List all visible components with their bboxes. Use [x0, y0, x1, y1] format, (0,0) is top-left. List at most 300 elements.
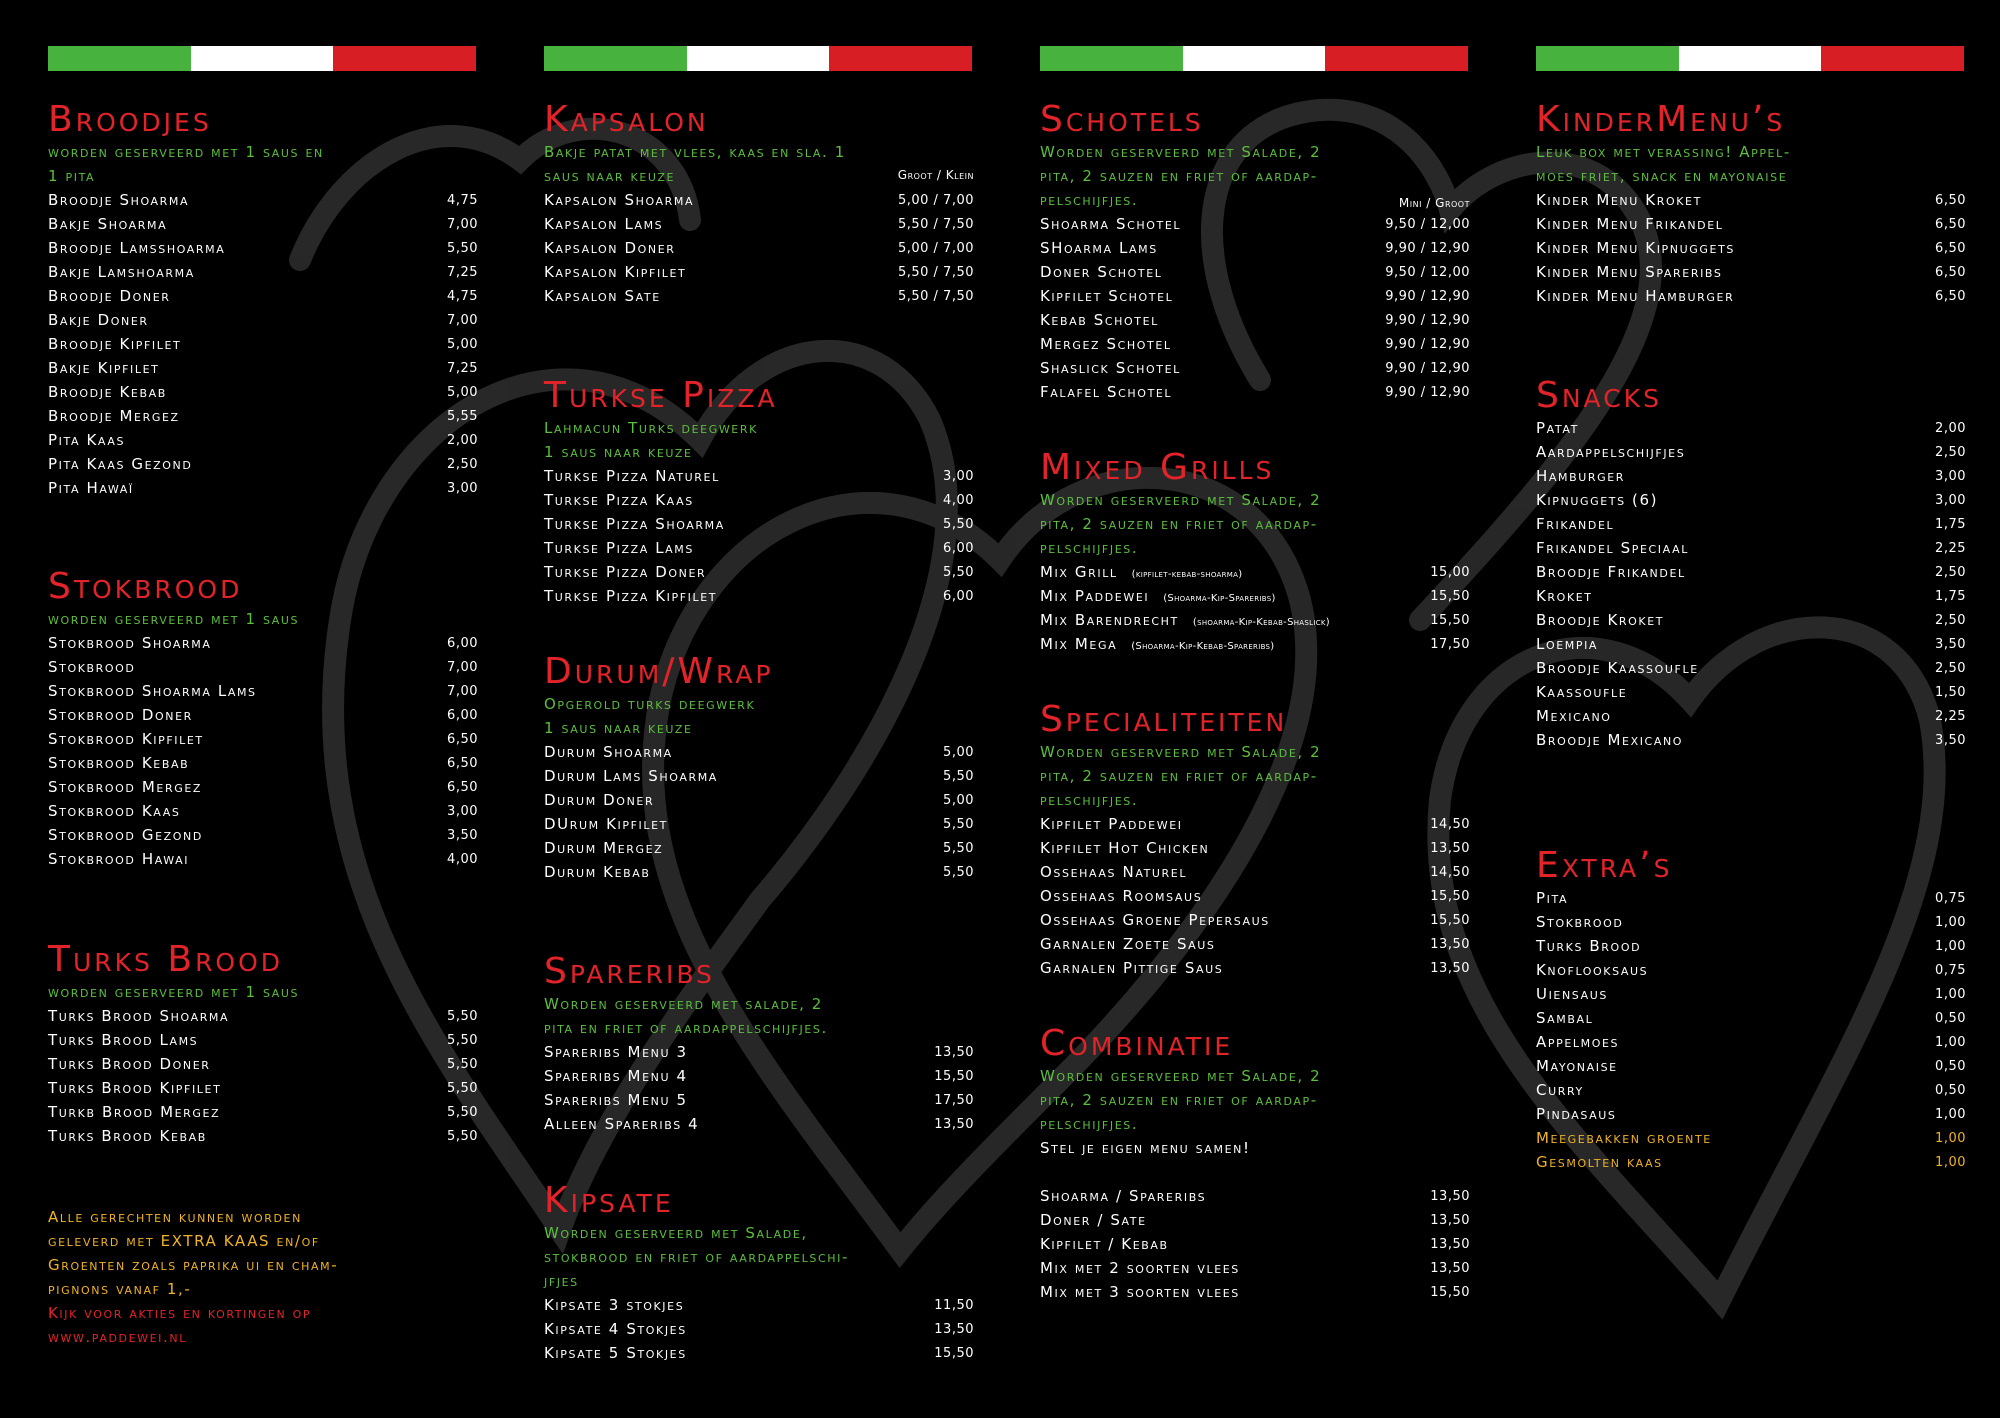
menu-item-price: 6,50: [447, 755, 478, 771]
menu-item: [1040, 908, 1470, 932]
menu-item-name: Turks Brood Kebab: [48, 1127, 207, 1145]
menu-item-price: 6,50: [1935, 216, 1966, 232]
menu-item-price: 1,00: [1935, 914, 1966, 930]
menu-item-left: [1536, 563, 1686, 581]
menu-item-name: Falafel Schotel: [1040, 383, 1173, 401]
menu-item-price: 5,50: [943, 864, 974, 880]
menu-item-price: 3,50: [1935, 636, 1966, 652]
menu-item-left: [1536, 683, 1627, 701]
menu-item-name: Durum Doner: [544, 791, 655, 809]
menu-item: [1536, 886, 1966, 910]
menu-item: [1040, 260, 1470, 284]
menu-item: [1040, 956, 1470, 980]
menu-item: [48, 1100, 478, 1124]
menu-item-left: [1040, 611, 1330, 629]
menu-item-list: [544, 740, 974, 884]
menu-item-name: Shoarma / Spareribs: [1040, 1187, 1207, 1205]
menu-item-price: 1,00: [1935, 986, 1966, 1002]
menu-item: [48, 404, 478, 428]
menu-item-name: Knoflooksaus: [1536, 961, 1649, 979]
menu-item-left: [544, 215, 663, 233]
menu-item: [1536, 440, 1966, 464]
section-note: Stel je eigen menu samen!: [1040, 1139, 1251, 1157]
menu-item-list: [1536, 416, 1966, 752]
size-header: Groot / Klein: [897, 168, 974, 182]
section-title: Turks Brood: [48, 939, 284, 980]
menu-item-left: [1536, 239, 1735, 257]
menu-item: [1536, 656, 1966, 680]
menu-item: [1040, 380, 1470, 404]
menu-item-price: 13,50: [934, 1321, 974, 1337]
menu-item-left: [48, 658, 136, 676]
menu-item-price: 17,50: [1430, 636, 1470, 652]
menu-item-price: 13,50: [934, 1116, 974, 1132]
section-broodjes: [48, 100, 478, 500]
menu-item-left: [544, 563, 706, 581]
menu-item-name: Alleen Spareribs 4: [544, 1115, 700, 1133]
menu-item-price: 1,50: [1935, 684, 1966, 700]
menu-item-left: [1536, 263, 1722, 281]
menu-item-left: [48, 1103, 220, 1121]
section-title: Turkse Pizza: [544, 375, 778, 416]
menu-item-left: [544, 1115, 699, 1133]
section-description: Lahmacun Turks deegwerk 1 saus naar keuze: [544, 419, 758, 461]
menu-item-name: Turkse Pizza Kaas: [544, 491, 694, 509]
menu-item-name: SHoarma Lams: [1040, 239, 1158, 257]
menu-item-price: 3,00: [447, 480, 478, 496]
menu-item-name: Appelmoes: [1536, 1033, 1620, 1051]
menu-item-price: 0,50: [1935, 1010, 1966, 1026]
section-kindermenus: [1536, 100, 1966, 308]
menu-item-price: 14,50: [1430, 816, 1470, 832]
menu-item-left: [1040, 959, 1223, 977]
menu-item-price: 9,90 / 12,90: [1385, 288, 1470, 304]
menu-item-price: 5,50: [447, 1104, 478, 1120]
menu-item-price: 3,50: [1935, 732, 1966, 748]
menu-item: [48, 428, 478, 452]
footer-text: geleverd met: [48, 1232, 161, 1250]
menu-item-left: [544, 263, 686, 281]
footer-website-link[interactable]: www.paddewei.nl: [48, 1328, 187, 1346]
menu-item-name: Kebab Schotel: [1040, 311, 1159, 329]
menu-item-left: [544, 287, 661, 305]
section-title: Kapsalon: [544, 99, 709, 140]
menu-item-price: 6,50: [1935, 240, 1966, 256]
menu-item: [544, 860, 974, 884]
menu-item-price: 15,50: [1430, 612, 1470, 628]
menu-item-price: 14,50: [1430, 864, 1470, 880]
menu-item-left: [1536, 491, 1658, 509]
menu-item: [544, 188, 974, 212]
section-title: Schotels: [1040, 99, 1204, 140]
menu-item: [544, 488, 974, 512]
menu-item-price: 13,50: [934, 1044, 974, 1060]
menu-item-left: [48, 1007, 229, 1025]
section-description: Bakje patat met vlees, kaas en sla. 1 saus naar keuze: [544, 143, 846, 185]
menu-item-name: Mergez Schotel: [1040, 335, 1172, 353]
menu-item-left: [544, 1344, 687, 1362]
menu-item-list: [544, 464, 974, 608]
menu-item-left: [1040, 815, 1183, 833]
menu-item-price: 7,25: [447, 360, 478, 376]
menu-item: [544, 260, 974, 284]
menu-item-name: Broodje Kebab: [48, 383, 167, 401]
menu-item-left: [1040, 359, 1181, 377]
menu-item-price: 3,00: [1935, 492, 1966, 508]
menu-item-price: 5,00: [943, 744, 974, 760]
menu-item-name: Stokbrood Kaas: [48, 802, 181, 820]
menu-item-note: (Shoarma-Kip-Kebab-Spareribs): [1131, 641, 1275, 652]
menu-item-list: [1536, 188, 1966, 308]
menu-item-name: Ossehaas Groene Pepersaus: [1040, 911, 1270, 929]
menu-item: [544, 584, 974, 608]
menu-item: [1040, 584, 1470, 608]
menu-item: [544, 236, 974, 260]
menu-item-name: Stokbrood Hawai: [48, 850, 190, 868]
section-title: Kipsate: [544, 1180, 674, 1221]
menu-item: [544, 536, 974, 560]
menu-item-left: [48, 634, 212, 652]
menu-item-name: Turkse Pizza Shoarma: [544, 515, 725, 533]
menu-item-list: [48, 631, 478, 871]
menu-item-name: Mix Barendrecht: [1040, 611, 1179, 629]
menu-item-name: Spareribs Menu 3: [544, 1043, 688, 1061]
menu-item-price: 5,50: [943, 564, 974, 580]
section-specialiteiten: [1040, 700, 1470, 980]
menu-item: [544, 1112, 974, 1136]
menu-item-name: Turks Brood Lams: [48, 1031, 199, 1049]
menu-item-left: [1040, 215, 1181, 233]
menu-item-list: [1536, 886, 1966, 1174]
menu-item-left: [544, 239, 676, 257]
menu-item-price: 3,00: [943, 468, 974, 484]
menu-item: [1040, 836, 1470, 860]
menu-item-price: 15,50: [1430, 588, 1470, 604]
menu-item-name: Garnalen Zoete Saus: [1040, 935, 1216, 953]
menu-item-price: 1,00: [1935, 1034, 1966, 1050]
menu-item-price: 1,75: [1935, 588, 1966, 604]
menu-item-name: Kapsalon Shoarma: [544, 191, 695, 209]
menu-item-left: [544, 1043, 688, 1061]
footer-line: Groenten zoals paprika ui en cham-: [48, 1256, 339, 1274]
menu-item-name: Doner / Sate: [1040, 1211, 1147, 1229]
menu-item-name: Broodje Mergez: [48, 407, 180, 425]
menu-item: [1040, 560, 1470, 584]
menu-item-left: [48, 215, 167, 233]
menu-item-price: 7,00: [447, 683, 478, 699]
menu-item-price: 6,50: [1935, 264, 1966, 280]
menu-item: [544, 464, 974, 488]
section-title: Broodjes: [48, 99, 212, 140]
menu-item-price: 4,00: [447, 851, 478, 867]
menu-item-price: 2,50: [1935, 564, 1966, 580]
section-description: Worden geserveerd met Salade, stokbrood en friet of aardappelschi- jfjes: [544, 1224, 850, 1290]
menu-item-left: [48, 359, 159, 377]
menu-item: [1536, 1126, 1966, 1150]
menu-item-list: [544, 188, 974, 308]
menu-item-left: [1040, 863, 1187, 881]
menu-item-name: Mexicano: [1536, 707, 1612, 725]
menu-item-price: 9,90 / 12,90: [1385, 384, 1470, 400]
menu-item-name: Shoarma Schotel: [1040, 215, 1182, 233]
menu-item-price: 5,00 / 7,00: [897, 192, 974, 208]
menu-item-name: Kipfilet Schotel: [1040, 287, 1174, 305]
menu-item-name: Kipfilet Paddewei: [1040, 815, 1183, 833]
menu-item-price: 15,50: [934, 1345, 974, 1361]
menu-item-left: [1040, 287, 1173, 305]
menu-item: [48, 212, 478, 236]
menu-item: [48, 799, 478, 823]
menu-item-name: Stokbrood Shoarma: [48, 634, 212, 652]
menu-item-name: Broodje Doner: [48, 287, 171, 305]
menu-item-name: Kapsalon Sate: [544, 287, 661, 305]
menu-item-name: Kapsalon Doner: [544, 239, 676, 257]
menu-item-list: [48, 1004, 478, 1148]
menu-item: [1536, 188, 1966, 212]
menu-item-price: 13,50: [1430, 840, 1470, 856]
footer-line: [48, 1229, 468, 1253]
menu-item-name: Aardappelschijfjes: [1536, 443, 1686, 461]
menu-item-price: 5,00 / 7,00: [897, 240, 974, 256]
menu-item-name: Kipnuggets (6): [1536, 491, 1659, 509]
menu-item-price: 5,50 / 7,50: [897, 216, 974, 232]
section-description: worden geserveerd met 1 saus: [48, 983, 300, 1001]
menu-item: [544, 1317, 974, 1341]
menu-item-name: Turkse Pizza Naturel: [544, 467, 720, 485]
menu-item: [1040, 860, 1470, 884]
menu-item-name: Broodje Kipfilet: [48, 335, 182, 353]
menu-item-name: Bakje Doner: [48, 311, 149, 329]
menu-item: [1040, 1280, 1470, 1304]
menu-item-left: [48, 191, 189, 209]
menu-item-list: [1040, 212, 1470, 404]
menu-item: [1536, 608, 1966, 632]
menu-item: [48, 380, 478, 404]
menu-item: [1040, 1184, 1470, 1208]
section-mixed-grills: [1040, 448, 1470, 656]
menu-item-name: Meegebakken groente: [1536, 1129, 1712, 1147]
menu-item-left: [1040, 311, 1159, 329]
menu-item-left: [1536, 419, 1579, 437]
menu-item-price: 6,00: [447, 707, 478, 723]
menu-item-price: 13,50: [1430, 1260, 1470, 1276]
section-title: Extra’s: [1536, 845, 1673, 886]
menu-item: [48, 1028, 478, 1052]
menu-item-price: 9,90 / 12,90: [1385, 336, 1470, 352]
menu-item-price: 5,50: [447, 1008, 478, 1024]
menu-item: [48, 1124, 478, 1148]
menu-item: [1536, 212, 1966, 236]
menu-item: [1040, 356, 1470, 380]
menu-item-price: 5,50: [943, 816, 974, 832]
menu-item-price: 13,50: [1430, 1236, 1470, 1252]
menu-item: [48, 260, 478, 284]
menu-item-left: [1536, 1009, 1593, 1027]
menu-item-name: Uiensaus: [1536, 985, 1608, 1003]
menu-item: [1040, 812, 1470, 836]
menu-item-price: 1,00: [1935, 1130, 1966, 1146]
menu-item-list: [48, 188, 478, 500]
menu-item: [48, 452, 478, 476]
menu-item-list: [1040, 560, 1470, 656]
section-stokbrood: [48, 567, 478, 871]
footer-line: pignons vanaf 1,-: [48, 1280, 192, 1298]
menu-item: [1536, 910, 1966, 934]
menu-item-price: 9,50 / 12,00: [1385, 216, 1470, 232]
menu-item-price: 3,00: [447, 803, 478, 819]
menu-item: [48, 1004, 478, 1028]
menu-item-price: 4,75: [447, 192, 478, 208]
menu-item: [1536, 488, 1966, 512]
menu-item-left: [1040, 1235, 1169, 1253]
menu-item-left: [48, 335, 181, 353]
footer-extra-kaas: EXTRA KAAS: [160, 1232, 271, 1250]
menu-item-price: 9,90 / 12,90: [1385, 360, 1470, 376]
menu-item-price: 1,00: [1935, 1154, 1966, 1170]
section-kapsalon: [544, 100, 974, 308]
menu-item: [1536, 1102, 1966, 1126]
menu-item-name: Kipsate 4 Stokjes: [544, 1320, 687, 1338]
menu-item-left: [1040, 839, 1209, 857]
menu-item-left: [48, 479, 134, 497]
menu-item-left: [544, 1067, 688, 1085]
menu-item: [544, 836, 974, 860]
menu-item: [1536, 1006, 1966, 1030]
menu-item-left: [1536, 1033, 1619, 1051]
menu-item-left: [1536, 443, 1685, 461]
menu-item: [1040, 212, 1470, 236]
menu-item-name: Pindasaus: [1536, 1105, 1617, 1123]
menu-item-name: Broodje Shoarma: [48, 191, 190, 209]
menu-item: [1040, 1256, 1470, 1280]
menu-item-name: Turkb Brood Mergez: [48, 1103, 221, 1121]
menu-item-price: 7,25: [447, 264, 478, 280]
section-title: KinderMenu’s: [1536, 99, 1786, 140]
menu-item-left: [1536, 191, 1702, 209]
menu-item-left: [48, 287, 171, 305]
menu-item: [1536, 958, 1966, 982]
menu-item-left: [1536, 1105, 1616, 1123]
menu-item: [1040, 932, 1470, 956]
menu-item-name: Kinder Menu Hamburger: [1536, 287, 1735, 305]
footer-text: en/of: [270, 1232, 320, 1250]
menu-item-price: 5,50: [943, 768, 974, 784]
menu-item-name: Kipfilet Hot Chicken: [1040, 839, 1210, 857]
section-description-row: [1040, 140, 1470, 212]
menu-item-left: [48, 407, 180, 425]
menu-item-price: 6,50: [1935, 288, 1966, 304]
menu-item-left: [544, 815, 668, 833]
italian-flag-bar: [544, 46, 972, 71]
menu-item-name: Ossehaas Naturel: [1040, 863, 1188, 881]
menu-item-name: Stokbrood Kebab: [48, 754, 190, 772]
footer-line: Alle gerechten kunnen worden: [48, 1208, 302, 1226]
menu-item: [1536, 560, 1966, 584]
menu-item-left: [1536, 1081, 1584, 1099]
menu-item: [1536, 728, 1966, 752]
menu-item: [48, 356, 478, 380]
menu-item-name: Kroket: [1536, 587, 1593, 605]
menu-item-price: 1,75: [1935, 516, 1966, 532]
menu-item: [1536, 284, 1966, 308]
menu-item-left: [544, 839, 663, 857]
menu-item-name: Durum Shoarma: [544, 743, 673, 761]
menu-item-left: [544, 467, 720, 485]
section-durum-wrap: [544, 652, 974, 884]
menu-item-left: [1536, 1129, 1712, 1147]
menu-item: [48, 679, 478, 703]
menu-item-price: 7,00: [447, 216, 478, 232]
menu-item: [48, 284, 478, 308]
menu-item-left: [48, 682, 257, 700]
menu-item-name: Turks Brood Doner: [48, 1055, 211, 1073]
menu-item-left: [1536, 937, 1641, 955]
menu-item-name: Stokbrood Doner: [48, 706, 193, 724]
menu-item: [48, 1052, 478, 1076]
menu-item-price: 5,50: [447, 1128, 478, 1144]
menu-item-name: Turks Brood Kipfilet: [48, 1079, 222, 1097]
menu-item-left: [1040, 935, 1215, 953]
menu-item-price: 2,25: [1935, 540, 1966, 556]
menu-item: [1536, 260, 1966, 284]
menu-item-left: [1040, 587, 1276, 605]
menu-item-price: 0,50: [1935, 1082, 1966, 1098]
menu-item-price: 3,50: [447, 827, 478, 843]
menu-item: [1040, 632, 1470, 656]
menu-item: [544, 284, 974, 308]
section-combinatie: [1040, 1024, 1470, 1304]
menu-item-left: [1536, 961, 1648, 979]
menu-item-price: 5,50: [943, 840, 974, 856]
menu-item-name: Gesmolten kaas: [1536, 1153, 1663, 1171]
menu-item-name: Pita: [1536, 889, 1569, 907]
menu-item-left: [48, 383, 167, 401]
section-title: Stokbrood: [48, 566, 243, 607]
menu-item-price: 13,50: [1430, 1188, 1470, 1204]
menu-item-note: (Shoarma-Kip-Spareribs): [1163, 593, 1276, 604]
menu-item: [1536, 1054, 1966, 1078]
section-description-row: [544, 140, 974, 188]
menu-item: [48, 188, 478, 212]
menu-item-left: [544, 1320, 687, 1338]
menu-item: [48, 703, 478, 727]
menu-item-price: 2,00: [1935, 420, 1966, 436]
menu-item: [544, 1064, 974, 1088]
menu-item-name: Kipsate 3 stokjes: [544, 1296, 685, 1314]
section-description: Worden geserveerd met Salade, 2 pita, 2 sauzen en friet of aardap- pelschijfjes.: [1040, 491, 1322, 557]
menu-item-left: [544, 587, 717, 605]
menu-item-price: 6,50: [1935, 192, 1966, 208]
menu-item-left: [1040, 911, 1270, 929]
menu-item-price: 15,50: [1430, 1284, 1470, 1300]
menu-item-name: Bakje Lamshoarma: [48, 263, 195, 281]
menu-item-name: Stokbrood Gezond: [48, 826, 203, 844]
footer-line: Kijk voor akties en kortingen op: [48, 1304, 312, 1322]
menu-item-left: [1040, 239, 1158, 257]
menu-item: [1040, 884, 1470, 908]
menu-item-left: [1040, 1187, 1206, 1205]
menu-item-price: 0,50: [1935, 1058, 1966, 1074]
section-title: Snacks: [1536, 375, 1662, 416]
menu-item: [544, 740, 974, 764]
menu-item-name: Spareribs Menu 5: [544, 1091, 688, 1109]
menu-item: [1536, 934, 1966, 958]
menu-item-left: [1040, 335, 1172, 353]
menu-item-left: [48, 754, 189, 772]
menu-item-name: Mix Mega: [1040, 635, 1118, 653]
menu-item-price: 15,00: [1430, 564, 1470, 580]
menu-item-price: 5,00: [447, 384, 478, 400]
